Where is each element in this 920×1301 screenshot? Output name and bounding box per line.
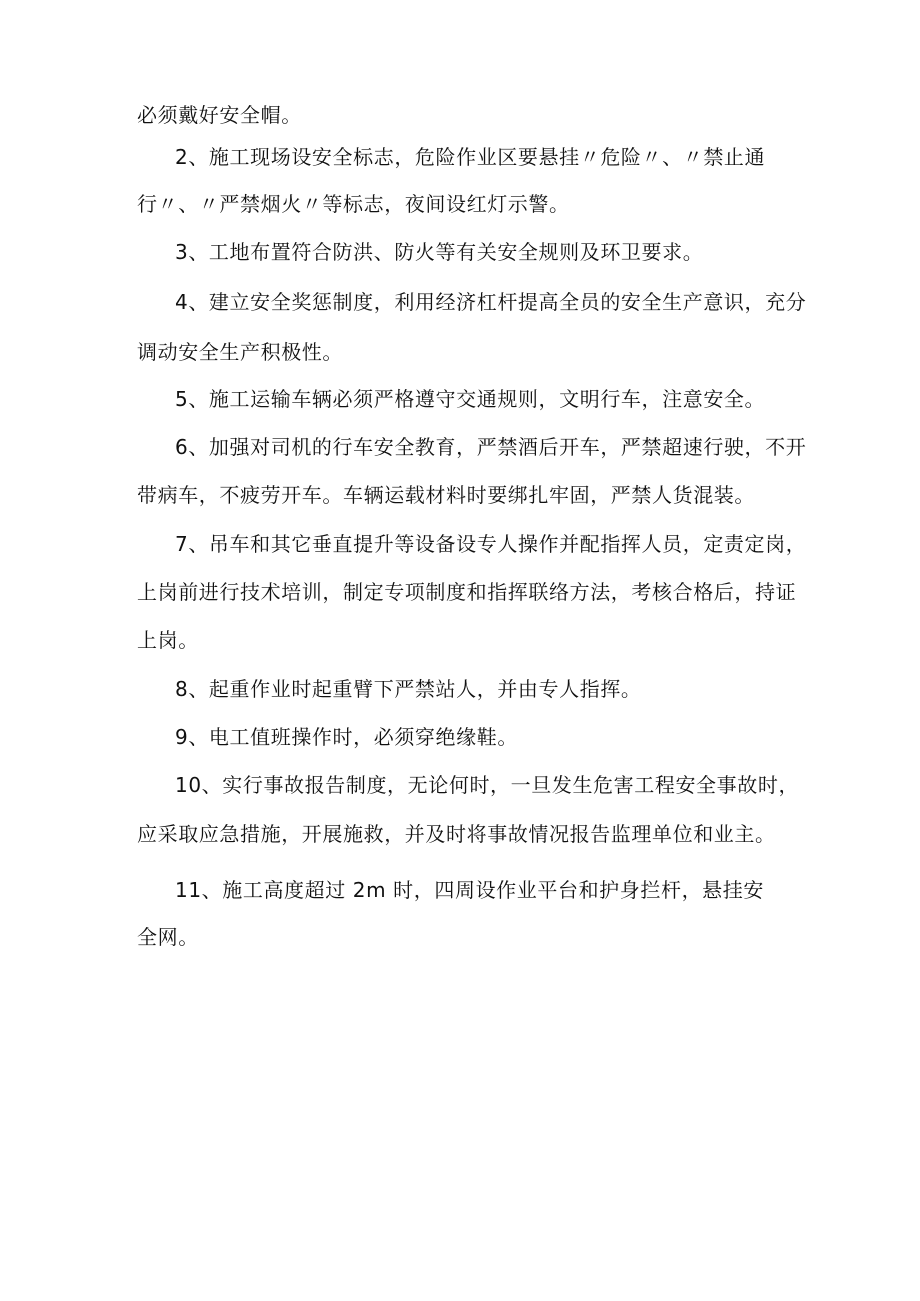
- text-line: 必须戴好安全帽。: [137, 103, 302, 127]
- text-line: 3、工地布置符合防洪、防火等有关安全规则及环卫要求。: [175, 240, 704, 264]
- text-line: 8、起重作业时起重臂下严禁站人，并由专人指挥。: [175, 677, 642, 701]
- text-line: 带病车，不疲劳开车。车辆运载材料时要绑扎牢固，严禁人货混装。: [137, 483, 755, 507]
- text-line: 5、施工运输车辆必须严格遵守交通规则，文明行车，注意安全。: [175, 387, 766, 411]
- text-line: 4、建立安全奖惩制度，利用经济杠杆提高全员的安全生产意识，充分: [175, 290, 807, 314]
- text-line: 调动安全生产积极性。: [137, 340, 343, 364]
- text-line: 上岗。: [137, 628, 199, 652]
- text-line: 11、施工高度超过 2m 时，四周设作业平台和护身拦杆，悬挂安: [175, 878, 764, 902]
- text-line: 7、吊车和其它垂直提升等设备设专人操作并配指挥人员，定责定岗，: [175, 532, 807, 556]
- text-line: 9、电工值班操作时，必须穿绝缘鞋。: [175, 725, 518, 749]
- text-line: 应采取应急措施，开展施救，并及时将事故情况报告监理单位和业主。: [137, 822, 776, 846]
- text-line: 6、加强对司机的行车安全教育，严禁酒后开车，严禁超速行驶，不开: [175, 435, 807, 459]
- text-line: 上岗前进行技术培训，制定专项制度和指挥联络方法，考核合格后，持证: [137, 580, 797, 604]
- text-line: 10、实行事故报告制度，无论何时，一旦发生危害工程安全事故时，: [175, 773, 800, 797]
- text-line: 2、施工现场设安全标志，危险作业区要悬挂〃危险〃、〃禁止通: [175, 145, 766, 169]
- text-line: 行〃、〃严禁烟火〃等标志，夜间设红灯示警。: [137, 192, 570, 216]
- text-line: 全网。: [137, 925, 199, 949]
